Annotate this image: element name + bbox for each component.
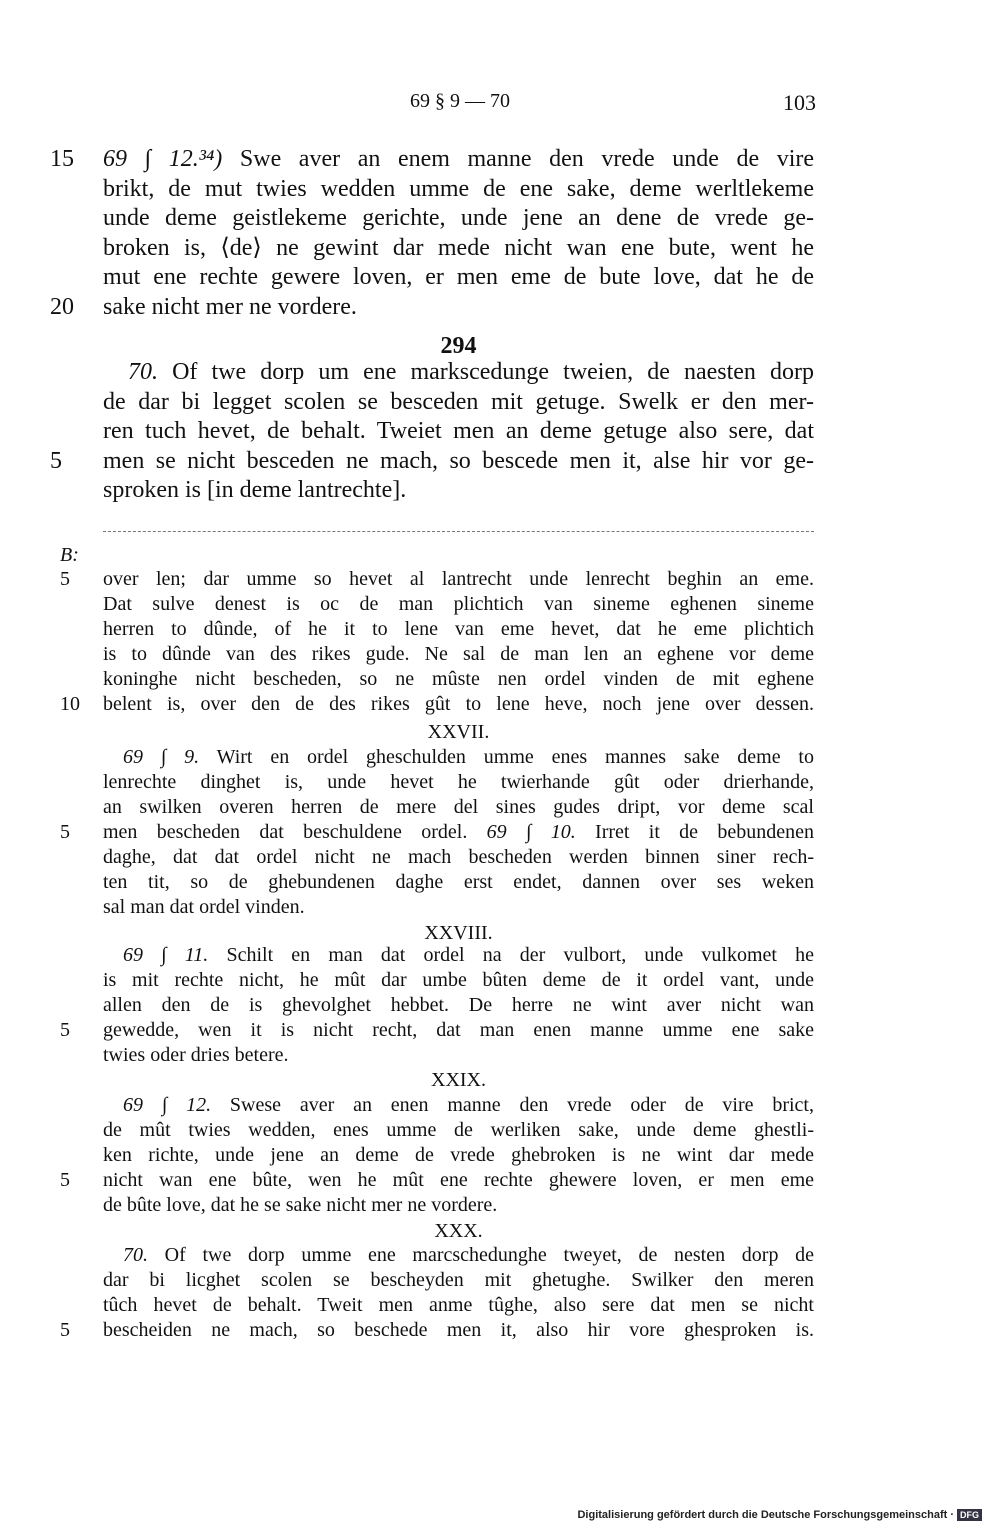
text-line-body: allen den de is ghevolghet hebbet. De herre ne wint aver nicht wan bbox=[103, 994, 814, 1016]
running-head bbox=[0, 88, 1000, 118]
paragraph-reference: 69 ∫ 9. bbox=[123, 746, 200, 768]
line-number: 5 bbox=[60, 1019, 70, 1041]
text-line bbox=[103, 895, 814, 920]
text-line-body: sproken is [in deme lantrechte]. bbox=[103, 477, 407, 504]
text-line bbox=[103, 1143, 814, 1168]
paragraph-reference: 70. bbox=[128, 359, 158, 385]
text-line bbox=[103, 592, 814, 617]
text-line bbox=[103, 617, 814, 642]
text-line-body: Irret it de bebundenen bbox=[575, 821, 814, 843]
text-line bbox=[103, 1168, 814, 1193]
text-line bbox=[103, 642, 814, 667]
text-line bbox=[103, 144, 814, 174]
text-line-body: koninghe nicht bescheden, so ne mûste nen ordel vinden de mit eghene bbox=[103, 668, 814, 690]
chapter-heading-xxx: XXX. bbox=[434, 1220, 483, 1242]
text-line-body: an swilken overen herren de mere del sines gudes dript, vor deme scal bbox=[103, 796, 814, 818]
text-line-body: over len; dar umme so hevet al lantrecht unde lenrecht beghin an eme. bbox=[103, 568, 814, 590]
text-line-body: herren to dûnde, of he it to lene van eme hevet, dat he eme plichtich bbox=[103, 618, 814, 640]
apparatus-sigla: B: bbox=[60, 544, 79, 566]
credit-text: Digitalisierung gefördert durch die Deutsche Forschungsgemeinschaft · bbox=[577, 1509, 954, 1521]
text-line-body: de bûte love, dat he se sake nicht mer ne vordere. bbox=[103, 1194, 498, 1216]
text-line-body: sake nicht mer ne vordere. bbox=[103, 294, 357, 320]
line-number: 5 bbox=[60, 821, 70, 843]
line-number: 10 bbox=[60, 693, 80, 715]
running-head-center: 69 § 9 — 70 bbox=[410, 90, 510, 112]
text-line bbox=[103, 692, 814, 717]
text-line-body: Dat sulve denest is oc de man plichtich van sineme eghenen sineme bbox=[103, 593, 814, 615]
text-line bbox=[103, 446, 814, 476]
chapter-heading-xxviii: XXVIII. bbox=[424, 922, 493, 944]
text-line bbox=[103, 233, 814, 263]
text-line bbox=[103, 567, 814, 592]
text-line-body: sal man dat ordel vinden. bbox=[103, 896, 305, 918]
text-line-body: is mit rechte nicht, he mût dar umbe bûten deme de it ordel vant, unde bbox=[103, 969, 814, 991]
chapter-heading-xxvii: XXVII. bbox=[427, 721, 490, 743]
text-line-body: mut ene rechte gewere loven, er men eme de bute love, dat he de bbox=[103, 264, 814, 291]
text-line-body: brikt, de mut twies wedden umme de ene sake, deme werltlekeme bbox=[103, 175, 814, 202]
line-number: 5 bbox=[50, 447, 62, 474]
text-line bbox=[103, 845, 814, 870]
text-line-body: men se nicht besceden ne mach, so bescede men it, alse hir vor ge- bbox=[103, 447, 814, 474]
text-line-body: Swese aver an enen manne den vrede oder de vire brict, bbox=[211, 1094, 814, 1116]
text-line bbox=[103, 870, 814, 895]
text-line-body: dar bi licghet scolen se bescheyden mit ghetughe. Swilker den meren bbox=[103, 1269, 814, 1291]
text-line-body: lenrechte dinghet is, unde hevet he twierhande gût oder drierhande, bbox=[103, 771, 814, 793]
text-line bbox=[103, 1293, 814, 1318]
text-line bbox=[103, 1118, 814, 1143]
text-line bbox=[103, 292, 814, 322]
paragraph-reference: 69 ∫ 12. bbox=[123, 1094, 212, 1116]
text-line bbox=[103, 795, 814, 820]
line-number: 5 bbox=[60, 1169, 70, 1191]
text-line bbox=[123, 1093, 814, 1118]
paragraph-reference: 69 ∫ 12.³⁴) bbox=[103, 146, 223, 172]
text-line bbox=[103, 416, 814, 446]
text-line bbox=[123, 943, 814, 968]
text-line-body: de mût twies wedden, enes umme de werliken sake, unde deme ghestli- bbox=[103, 1119, 814, 1141]
text-line bbox=[103, 174, 814, 204]
text-line-body: is to dûnde van des rikes gude. Ne sal de man len an eghene vor deme bbox=[103, 643, 814, 665]
digitization-credit bbox=[577, 1509, 982, 1521]
text-line bbox=[103, 1018, 814, 1043]
text-line bbox=[128, 357, 814, 387]
text-line-body: ren tuch hevet, de behalt. Tweiet men an deme getuge also sere, dat bbox=[103, 418, 814, 445]
text-line bbox=[103, 475, 814, 505]
text-line-body: twies oder dries betere. bbox=[103, 1044, 289, 1066]
text-line-lead: men bescheden dat beschuldene ordel. bbox=[103, 821, 487, 843]
text-line bbox=[123, 745, 814, 770]
section-number: 294 bbox=[440, 333, 477, 359]
page-number: 103 bbox=[783, 90, 816, 115]
line-number: 20 bbox=[50, 294, 74, 320]
text-line-body: broken is, ⟨de⟩ ne gewint dar mede nicht wan ene bute, went he bbox=[103, 234, 814, 261]
text-line bbox=[103, 1193, 814, 1218]
dfg-logo: DFG bbox=[957, 1509, 982, 1521]
line-number: 5 bbox=[60, 1319, 70, 1341]
text-line-body: unde deme geistlekeme gerichte, unde jene an dene de vrede ge- bbox=[103, 205, 814, 232]
text-line bbox=[103, 968, 814, 993]
text-line bbox=[103, 262, 814, 292]
text-line bbox=[103, 1268, 814, 1293]
text-line-body: gewedde, wen it is nicht recht, dat man enen manne umme ene sake bbox=[103, 1019, 814, 1041]
text-line bbox=[103, 387, 814, 417]
text-line bbox=[103, 993, 814, 1018]
text-line-body: tûch hevet de behalt. Tweit men anme tûghe, also sere dat men se nicht bbox=[103, 1294, 814, 1316]
paragraph-reference: 69 ∫ 11. bbox=[123, 944, 209, 966]
line-number: 5 bbox=[60, 568, 70, 590]
text-line-body: de dar bi legget scolen se besceden mit getuge. Swelk er den mer- bbox=[103, 388, 814, 415]
text-line-body: Wirt en ordel gheschulden umme enes mannes sake deme to bbox=[199, 746, 814, 768]
text-line-body: Of twe dorp um ene markscedunge tweien, de naesten dorp bbox=[158, 359, 814, 385]
text-line bbox=[103, 1318, 814, 1343]
text-line-body: Schilt en man dat ordel na der vulbort, unde vulkomet he bbox=[208, 944, 815, 966]
text-line bbox=[103, 770, 814, 795]
text-line-body: ken richte, unde jene an deme de vrede ghebroken is ne wint dar mede bbox=[103, 1144, 814, 1166]
line-number: 15 bbox=[50, 146, 74, 172]
text-line bbox=[103, 203, 814, 233]
chapter-heading-xxix: XXIX. bbox=[431, 1069, 486, 1091]
text-line-body: Of twe dorp umme ene marcschedunghe tweyet, de nesten dorp de bbox=[148, 1244, 814, 1266]
text-line-body: ten tit, so de ghebundenen daghe erst endet, dannen over ses weken bbox=[103, 871, 814, 893]
text-line-body: daghe, dat dat ordel nicht ne mach bescheden werden binnen siner rech- bbox=[103, 846, 814, 868]
paragraph-reference: 70. bbox=[123, 1244, 148, 1266]
text-line bbox=[103, 1043, 814, 1068]
text-line bbox=[103, 667, 814, 692]
text-line-body: Swe aver an enem manne den vrede unde de vire bbox=[222, 146, 815, 172]
text-line-body: bescheiden ne mach, so beschede men it, also hir vore ghesproken is. bbox=[103, 1319, 814, 1341]
text-line-body: nicht wan ene bûte, wen he mût ene rechte ghewere loven, er men eme bbox=[103, 1169, 814, 1191]
apparatus-divider bbox=[103, 531, 814, 532]
text-line-body: belent is, over den de des rikes gût to lene heve, noch jene over dessen. bbox=[103, 693, 814, 715]
paragraph-reference: 69 ∫ 10. bbox=[486, 821, 576, 843]
text-line bbox=[103, 820, 814, 845]
text-line bbox=[123, 1243, 814, 1268]
